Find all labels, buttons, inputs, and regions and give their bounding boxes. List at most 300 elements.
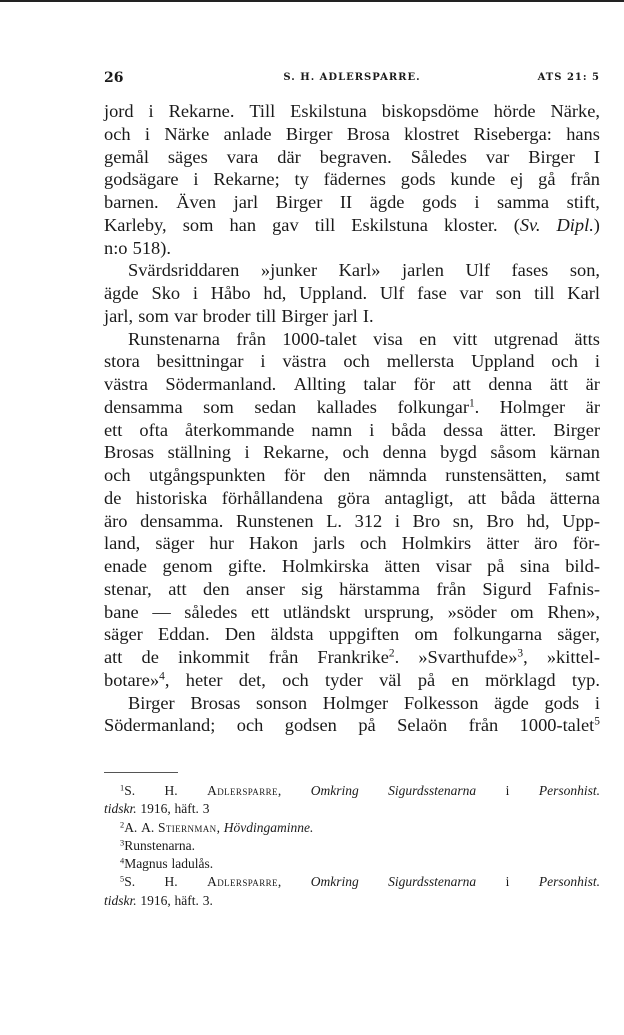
text-line bbox=[104, 532, 600, 555]
page-number: 26 bbox=[104, 70, 124, 86]
word: ladulås. bbox=[171, 856, 214, 872]
word: 1916, bbox=[140, 892, 171, 908]
word: inkommit bbox=[178, 647, 250, 667]
word: Brosas bbox=[104, 442, 155, 463]
word: ätter. bbox=[500, 419, 537, 440]
word: och bbox=[360, 533, 387, 554]
word: typ. bbox=[571, 669, 600, 690]
word: gav bbox=[272, 214, 299, 235]
word: utländskt bbox=[282, 601, 351, 622]
word: historiska bbox=[135, 487, 208, 508]
word: kunde bbox=[450, 169, 496, 190]
word: i bbox=[244, 442, 250, 463]
word: ej bbox=[510, 169, 524, 190]
text-line bbox=[104, 464, 600, 487]
word: från bbox=[570, 169, 600, 190]
word: biskopsdöme bbox=[381, 101, 479, 121]
footnote-line bbox=[104, 837, 600, 855]
word: gifte. bbox=[228, 556, 267, 576]
word: jarl bbox=[333, 305, 358, 326]
word: från bbox=[236, 328, 266, 349]
word: att bbox=[168, 578, 187, 599]
word: som bbox=[182, 214, 214, 235]
word: Runstenen bbox=[235, 510, 314, 531]
word: L. bbox=[326, 510, 343, 531]
word: till bbox=[255, 305, 277, 326]
text-line bbox=[104, 441, 600, 464]
word: från bbox=[436, 578, 466, 599]
word: $^3$Runstenarna. bbox=[120, 837, 196, 853]
word: Sigurdsstenarna bbox=[388, 783, 477, 798]
word: Ulf bbox=[465, 260, 490, 281]
word: och bbox=[104, 123, 131, 144]
word: att bbox=[104, 647, 123, 667]
word: dessa bbox=[443, 419, 483, 440]
word: i bbox=[505, 783, 510, 798]
word: ett bbox=[104, 419, 123, 440]
running-head-author: S. H. ADLERSPARRE. bbox=[283, 72, 421, 83]
word: gemål bbox=[104, 146, 149, 167]
text-line bbox=[104, 328, 600, 351]
word: Personhist. bbox=[538, 874, 600, 890]
word: Karleby, bbox=[104, 214, 167, 235]
text-line bbox=[104, 237, 600, 260]
word: Närke bbox=[164, 123, 210, 144]
word: väl bbox=[379, 669, 402, 690]
word: sn, bbox=[452, 510, 474, 531]
word: säger, bbox=[557, 624, 600, 645]
word: 3 bbox=[202, 801, 210, 817]
text-line bbox=[104, 259, 600, 282]
text-line bbox=[104, 487, 600, 510]
word: 3. bbox=[202, 892, 213, 908]
word: ätts bbox=[574, 328, 600, 349]
word: för bbox=[283, 465, 306, 485]
word: Dipl.) bbox=[556, 214, 600, 235]
word: i bbox=[192, 283, 198, 303]
word: hd, bbox=[526, 510, 550, 531]
word: och bbox=[236, 715, 264, 736]
word: jarl, bbox=[104, 305, 134, 326]
word: H. bbox=[164, 783, 178, 798]
word: klostret bbox=[404, 123, 460, 144]
word: Bro bbox=[412, 510, 441, 531]
word: och bbox=[104, 465, 131, 485]
word: är bbox=[585, 374, 600, 394]
word: hur bbox=[209, 533, 234, 554]
word: bild- bbox=[565, 556, 600, 576]
word: var bbox=[459, 283, 483, 303]
page-top-rule bbox=[0, 0, 624, 2]
word: ätter bbox=[486, 533, 519, 554]
word: Svärdsriddaren bbox=[128, 260, 240, 281]
text-line bbox=[104, 692, 600, 715]
word: runstensätten, bbox=[445, 465, 547, 485]
word: Runstenarna bbox=[128, 328, 220, 349]
word: västra bbox=[104, 374, 148, 394]
word: sina bbox=[520, 556, 550, 576]
word: för bbox=[413, 374, 435, 394]
word: stora bbox=[104, 351, 140, 372]
word: kloster. bbox=[443, 214, 498, 235]
word: Södermanland; bbox=[104, 715, 216, 736]
word: säger bbox=[155, 533, 195, 554]
word: ställning bbox=[167, 442, 231, 463]
word: — bbox=[152, 601, 171, 622]
word: broder bbox=[202, 305, 251, 326]
word: det, bbox=[238, 669, 266, 690]
word: en bbox=[419, 328, 437, 349]
word: sedan bbox=[254, 396, 297, 417]
word: Holmger bbox=[322, 692, 389, 713]
word: Holmkirska bbox=[282, 556, 369, 576]
text-line bbox=[104, 555, 600, 578]
word: ett bbox=[251, 601, 270, 622]
footnote-line bbox=[104, 782, 600, 800]
word: II bbox=[339, 192, 353, 212]
word: om bbox=[510, 601, 534, 622]
text-line bbox=[104, 578, 600, 601]
word: ätt bbox=[549, 374, 569, 394]
word: H. bbox=[164, 874, 178, 890]
word: stenar, bbox=[104, 578, 152, 599]
word: han bbox=[229, 214, 257, 235]
word: var bbox=[485, 146, 510, 167]
word: göra bbox=[337, 487, 371, 508]
word: var bbox=[174, 305, 198, 326]
word: båda bbox=[391, 419, 427, 440]
word: Birger bbox=[275, 192, 323, 212]
word: Eskilstuna bbox=[351, 214, 428, 235]
word: bygd bbox=[440, 442, 477, 463]
word: till bbox=[314, 214, 336, 235]
word: 518). bbox=[132, 237, 171, 258]
word: barnen. bbox=[104, 192, 159, 212]
word: besittningar bbox=[156, 351, 244, 372]
word: I. bbox=[362, 305, 374, 326]
word: Eskilstuna bbox=[290, 101, 367, 121]
word: äro bbox=[104, 510, 128, 531]
word: »Svarthufde»$^3$, bbox=[418, 647, 528, 667]
word: kallades bbox=[316, 396, 377, 417]
word: ursprung, bbox=[364, 601, 434, 622]
word: I bbox=[593, 146, 600, 167]
word: A. bbox=[141, 819, 155, 835]
word: tyder bbox=[325, 669, 363, 690]
text-line bbox=[104, 623, 600, 646]
word: Närke, bbox=[550, 101, 600, 121]
word: mörklagd bbox=[485, 669, 556, 690]
word: godsägare bbox=[104, 169, 179, 190]
word: samt bbox=[565, 465, 600, 485]
word: Rekarne. bbox=[168, 101, 235, 121]
word: där bbox=[277, 146, 301, 167]
word: land, bbox=[104, 533, 141, 554]
word: mellersta bbox=[386, 351, 455, 372]
word: och bbox=[282, 669, 309, 690]
text-line bbox=[104, 419, 600, 442]
word: ägde bbox=[369, 192, 405, 212]
word: Sigurdsstenarna bbox=[388, 874, 477, 890]
word: den bbox=[203, 578, 230, 599]
word: i bbox=[594, 692, 600, 713]
word: Håbo bbox=[210, 283, 251, 303]
word: att bbox=[467, 487, 487, 508]
text-line bbox=[104, 646, 600, 669]
word: båda bbox=[500, 487, 536, 508]
word: i bbox=[144, 123, 150, 144]
text-line bbox=[104, 305, 600, 328]
word: tidskr. bbox=[104, 801, 137, 817]
word: son bbox=[495, 283, 522, 303]
text-line bbox=[104, 100, 600, 123]
word: fädernes bbox=[323, 169, 386, 190]
word: »söder bbox=[447, 601, 497, 622]
word: på bbox=[417, 669, 436, 690]
word: Bro bbox=[486, 510, 514, 531]
word: säges bbox=[167, 146, 208, 167]
word: densamma bbox=[104, 396, 183, 417]
word: 1000-talet bbox=[282, 328, 357, 349]
word: nämnda bbox=[368, 465, 427, 485]
word: Adlersparre, bbox=[207, 783, 282, 798]
word: i bbox=[369, 419, 375, 440]
word: som bbox=[203, 396, 234, 417]
word: Frankrike$^2$. bbox=[317, 647, 400, 667]
footnote-line bbox=[104, 855, 600, 873]
word: $^4$Magnus bbox=[120, 856, 168, 872]
word: vitt bbox=[452, 328, 478, 349]
word: n:o bbox=[104, 237, 128, 258]
word: för- bbox=[572, 533, 600, 554]
word: gå bbox=[538, 169, 556, 190]
word: jord bbox=[104, 101, 134, 121]
word: Stiernman, bbox=[157, 819, 220, 835]
word: att bbox=[452, 374, 471, 394]
word: hd, bbox=[263, 283, 287, 303]
text-line bbox=[104, 669, 600, 692]
word: Upp- bbox=[562, 510, 600, 531]
word: Rekarne, bbox=[263, 442, 329, 463]
word: är bbox=[585, 396, 600, 417]
word: 1000-talet$^5$ bbox=[519, 715, 600, 736]
word: begraven. bbox=[319, 146, 392, 167]
word: Uppland. bbox=[299, 283, 368, 303]
word: (Sv. bbox=[513, 214, 541, 235]
text-line bbox=[104, 123, 600, 146]
word: botare»$^4$, bbox=[104, 669, 170, 690]
word: och bbox=[343, 351, 370, 372]
word: Hakon bbox=[249, 533, 299, 554]
word: Sko bbox=[151, 283, 181, 303]
word: i bbox=[193, 169, 199, 190]
word: antagligt, bbox=[384, 487, 454, 508]
word: Selaön bbox=[397, 715, 448, 736]
word: i bbox=[474, 192, 480, 212]
word: återkommande bbox=[185, 419, 295, 440]
word: Uppland bbox=[471, 351, 535, 372]
word: Till bbox=[249, 101, 276, 121]
word: 1916, bbox=[140, 801, 171, 817]
word: visa bbox=[373, 328, 403, 349]
word: ätterna bbox=[549, 487, 600, 508]
running-head-series-code: ATS 21: 5 bbox=[537, 72, 600, 83]
text-line bbox=[104, 191, 600, 214]
word: en bbox=[451, 669, 469, 690]
word: utgrenad bbox=[493, 328, 559, 349]
word: »kittel- bbox=[546, 647, 600, 667]
footnote-line bbox=[104, 892, 600, 910]
text-line bbox=[104, 714, 600, 737]
word: gods bbox=[400, 169, 436, 190]
word: sig bbox=[301, 578, 323, 599]
word: ätten bbox=[384, 556, 421, 576]
word: visar bbox=[435, 556, 472, 576]
word: Södermanland. bbox=[165, 374, 277, 394]
word: från bbox=[468, 715, 499, 736]
text-line bbox=[104, 214, 600, 237]
text-line bbox=[104, 350, 600, 373]
word: anlade bbox=[223, 123, 272, 144]
word: i bbox=[148, 101, 154, 121]
word: äro bbox=[534, 533, 558, 554]
word: Således bbox=[410, 146, 467, 167]
text-line bbox=[104, 168, 600, 191]
word: gods bbox=[544, 692, 580, 713]
word: Omkring bbox=[310, 783, 359, 798]
word: häft. bbox=[174, 801, 199, 817]
word: anser bbox=[246, 578, 285, 599]
word: son, bbox=[569, 260, 600, 281]
text-line bbox=[104, 373, 600, 396]
text-line bbox=[104, 510, 600, 533]
word: hans bbox=[566, 123, 600, 144]
word: i bbox=[505, 874, 510, 890]
word: $^2$A. bbox=[120, 819, 138, 835]
word: som bbox=[138, 305, 169, 326]
word: denna bbox=[488, 374, 533, 394]
word: jarls bbox=[313, 533, 345, 554]
word: således bbox=[184, 601, 238, 622]
word: bane bbox=[104, 601, 139, 622]
text-line bbox=[104, 601, 600, 624]
word: härstamma bbox=[339, 578, 420, 599]
word: fases bbox=[511, 260, 549, 281]
word: Riseberga: bbox=[473, 123, 552, 144]
word: Karl» bbox=[338, 260, 381, 281]
word: talar bbox=[363, 374, 397, 394]
word: Eddan. bbox=[158, 624, 210, 645]
word: Brosa bbox=[346, 123, 390, 144]
word: äldsta bbox=[270, 624, 314, 645]
word: Birger bbox=[528, 146, 575, 167]
word: genom bbox=[162, 556, 213, 576]
word: och bbox=[551, 351, 578, 372]
text-line bbox=[104, 396, 600, 419]
word: Den bbox=[224, 624, 256, 645]
word: 312 bbox=[354, 510, 383, 531]
word: Adlersparre, bbox=[207, 874, 282, 890]
word: densamma. bbox=[140, 510, 224, 531]
word: »junker bbox=[260, 260, 318, 281]
word: Birger bbox=[553, 419, 600, 440]
word: fase bbox=[417, 283, 447, 303]
word: häft. bbox=[174, 892, 199, 908]
word: samma bbox=[497, 192, 550, 212]
word: namn bbox=[311, 419, 353, 440]
body-text bbox=[104, 100, 600, 737]
word: säger bbox=[104, 624, 143, 645]
word: i bbox=[394, 510, 400, 531]
word: Allting bbox=[293, 374, 346, 394]
word: Hövdingaminne. bbox=[223, 819, 314, 835]
word: Rekarne; bbox=[213, 169, 280, 190]
word: på bbox=[358, 715, 376, 736]
footnote-line bbox=[104, 873, 600, 891]
running-header bbox=[104, 70, 600, 88]
word: jarlen bbox=[402, 260, 444, 281]
word: till bbox=[534, 283, 555, 303]
word: förhållandena bbox=[221, 487, 323, 508]
word: i bbox=[594, 351, 600, 372]
word: Folkesson bbox=[403, 692, 479, 713]
word: Omkring bbox=[310, 874, 359, 890]
text-line bbox=[104, 282, 600, 305]
word: från bbox=[268, 647, 299, 667]
word: gods bbox=[422, 192, 457, 212]
word: Karl bbox=[567, 283, 600, 303]
word: folkungar$^1$. bbox=[397, 396, 480, 417]
word: jarl bbox=[233, 192, 259, 212]
word: Holmkirs bbox=[401, 533, 472, 554]
word: utgångspunkten bbox=[148, 465, 266, 485]
word: hörde bbox=[493, 101, 536, 121]
word: folkungarna bbox=[453, 624, 543, 645]
word: Birger bbox=[285, 123, 333, 144]
word: såsom bbox=[490, 442, 537, 463]
word: Sigurd bbox=[482, 578, 532, 599]
word: tidskr. bbox=[104, 892, 137, 908]
word: Personhist. bbox=[538, 783, 600, 798]
word: Holmger bbox=[499, 396, 566, 417]
word: i bbox=[260, 351, 266, 372]
word: uppgiften bbox=[328, 624, 400, 645]
word: på bbox=[487, 556, 505, 576]
footnotes bbox=[104, 782, 600, 910]
word: enade bbox=[104, 556, 147, 576]
word: de bbox=[104, 487, 122, 508]
word: Birger bbox=[128, 692, 175, 713]
word: stift, bbox=[566, 192, 600, 212]
word: Även bbox=[176, 192, 217, 212]
word: $^1$S. bbox=[120, 783, 136, 798]
word: ägde bbox=[104, 283, 139, 303]
word: sonson bbox=[256, 692, 308, 713]
word: Ulf bbox=[379, 283, 405, 303]
word: Rhen», bbox=[547, 601, 600, 622]
word: Fafnis- bbox=[547, 578, 600, 599]
word: ofta bbox=[139, 419, 169, 440]
word: Brosas bbox=[190, 692, 241, 713]
word: godsen bbox=[284, 715, 337, 736]
footnote-line bbox=[104, 800, 600, 818]
word: denna bbox=[382, 442, 427, 463]
word: kärnan bbox=[549, 442, 600, 463]
word: Birger bbox=[281, 305, 329, 326]
word: ty bbox=[294, 169, 309, 190]
word: den bbox=[323, 465, 351, 485]
word: heter bbox=[185, 669, 223, 690]
